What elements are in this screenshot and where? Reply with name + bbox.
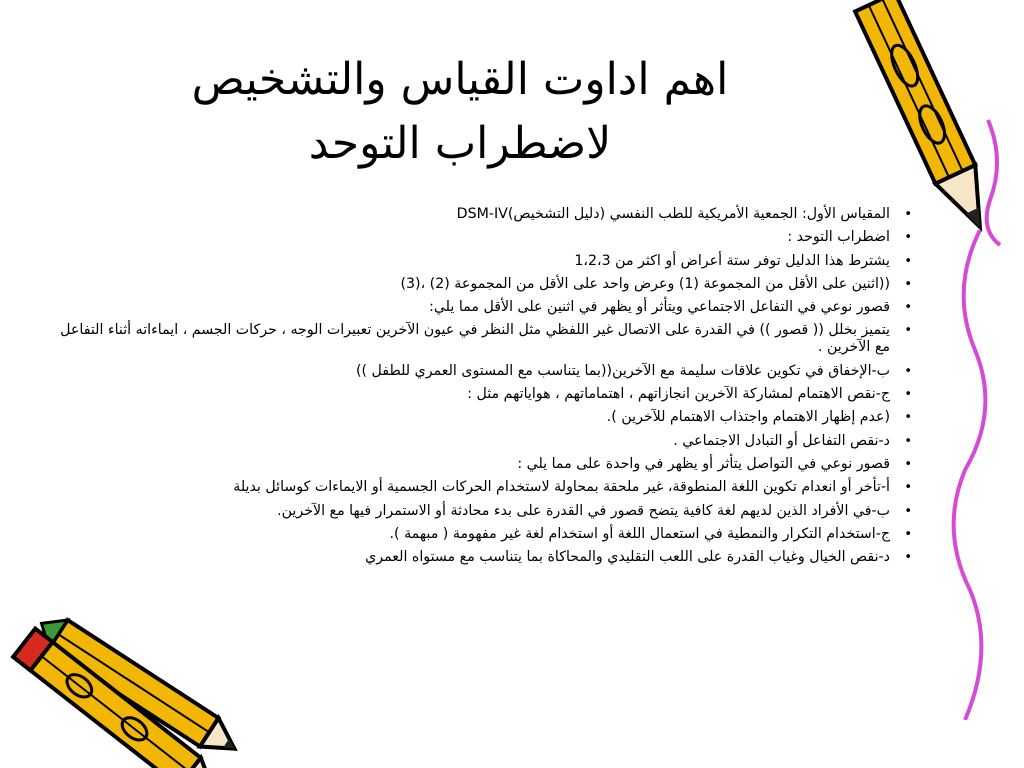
title-line-1: اهم اداوت القياس والتشخيص [191,54,729,105]
bullet-item: • قصور نوعي في التواصل يتأثر أو يظهر في واحدة على مما يلي : [60,456,912,473]
bullet-item: • قصور نوعي في التفاعل الاجتماعي ويتأثر أو يظهر في اثنين على الأقل مما يلي: [60,299,912,316]
bullet-item: • ب-في الأفراد الذين لديهم لغة كافية يتضح قصور في القدرة على بدء محادثة أو الاستمرار فيها مع الآخرين. [60,503,912,520]
bullet-item: • اضطراب التوحد : [60,229,912,246]
bullet-item: • ((اثنين على الأقل من المجموعة (1) وعرض واحد على الأقل من المجموعة (2) ،(3) [60,276,912,293]
pencils-clipart [0,615,260,768]
bullet-item: • ب-الإخفاق في تكوين علاقات سليمة مع الآخرين((بما يتناسب مع المستوى العمري للطفل )) [60,363,912,380]
bullet-item: • (عدم إظهار الاهتمام واجتذاب الاهتمام للآخرين ). [60,409,912,426]
bullet-item: • أ-تأخر أو انعدام تكوين اللغة المنطوقة، غير ملحقة بمحاولة لاستخدام الحركات الجسمية أو الايماءات كوسائل بديلة [60,479,912,496]
bullet-item: • د-نقص الخيال وغياب القدرة على اللعب التقليدي والمحاكاة بما يتناسب مع مستواه العمري [60,549,912,566]
pencil-clipart [840,0,1020,250]
bullet-item: • د-نقص التفاعل أو التبادل الاجتماعي . [60,433,912,450]
title-line-2: لاضطراب التوحد [308,118,612,169]
bullet-item: • ج-استخدام التكرار والنمطية في استعمال اللغة أو استخدام لغة غير مفهومة ( مبهمة ). [60,526,912,543]
bullet-item: • ج-نقص الاهتمام لمشاركة الآخرين انجازاتهم ، اهتماماتهم ، هواياتهم مثل : [60,386,912,403]
bullet-item: • المقياس الأول: الجمعية الأمريكية للطب النفسي (دليل التشخيص)DSM-IV [60,206,912,223]
slide-title [150,48,770,176]
bullet-item: • يشترط هذا الدليل توفر ستة أعراض أو اكثر من 1،2،3 [60,253,912,270]
bullet-item: • يتميز بخلل (( قصور )) في القدرة على الاتصال غير اللفظي مثل النظر في عيون الآخرين تعبيرات الوجه ، حركات الجسم ، ايماءاته أثناء التفاعل مع الآخرين . [60,322,912,356]
bullet-list [60,206,912,572]
squiggle-clipart [940,230,1024,720]
